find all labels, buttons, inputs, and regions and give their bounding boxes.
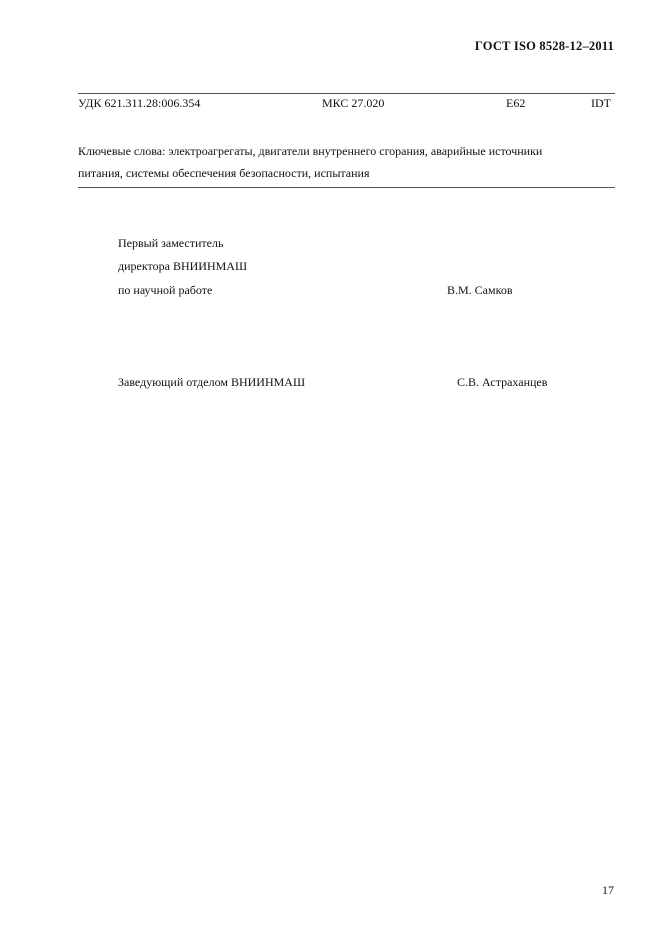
keywords-line-2: питания, системы обеспечения безопасности, испытания	[78, 166, 370, 180]
signatory-1-name: В.М. Самков	[447, 283, 513, 297]
signatory-2-name: С.В. Астраханцев	[457, 375, 548, 389]
udk-code: УДК 621.311.28:006.354	[78, 96, 201, 110]
idt-mark: IDT	[591, 96, 611, 110]
top-divider	[78, 93, 615, 94]
page-number: 17	[602, 883, 614, 897]
signatory-1-title-line-1: Первый заместитель	[118, 236, 224, 250]
signatory-2-title: Заведующий отделом ВНИИНМАШ	[118, 375, 306, 389]
bottom-divider	[78, 187, 615, 188]
okp-code: Е62	[506, 96, 526, 110]
signatory-1-title-line-2: директора ВНИИНМАШ	[118, 259, 248, 273]
mks-code: МКС 27.020	[322, 96, 385, 110]
signatory-1-title-line-3: по научной работе	[118, 283, 213, 297]
keywords-line-1: Ключевые слова: электроагрегаты, двигатели внутреннего сгорания, аварийные источники	[78, 144, 543, 158]
document-code: ГОСТ ISO 8528-12–2011	[474, 39, 614, 53]
keywords-block	[78, 140, 615, 184]
